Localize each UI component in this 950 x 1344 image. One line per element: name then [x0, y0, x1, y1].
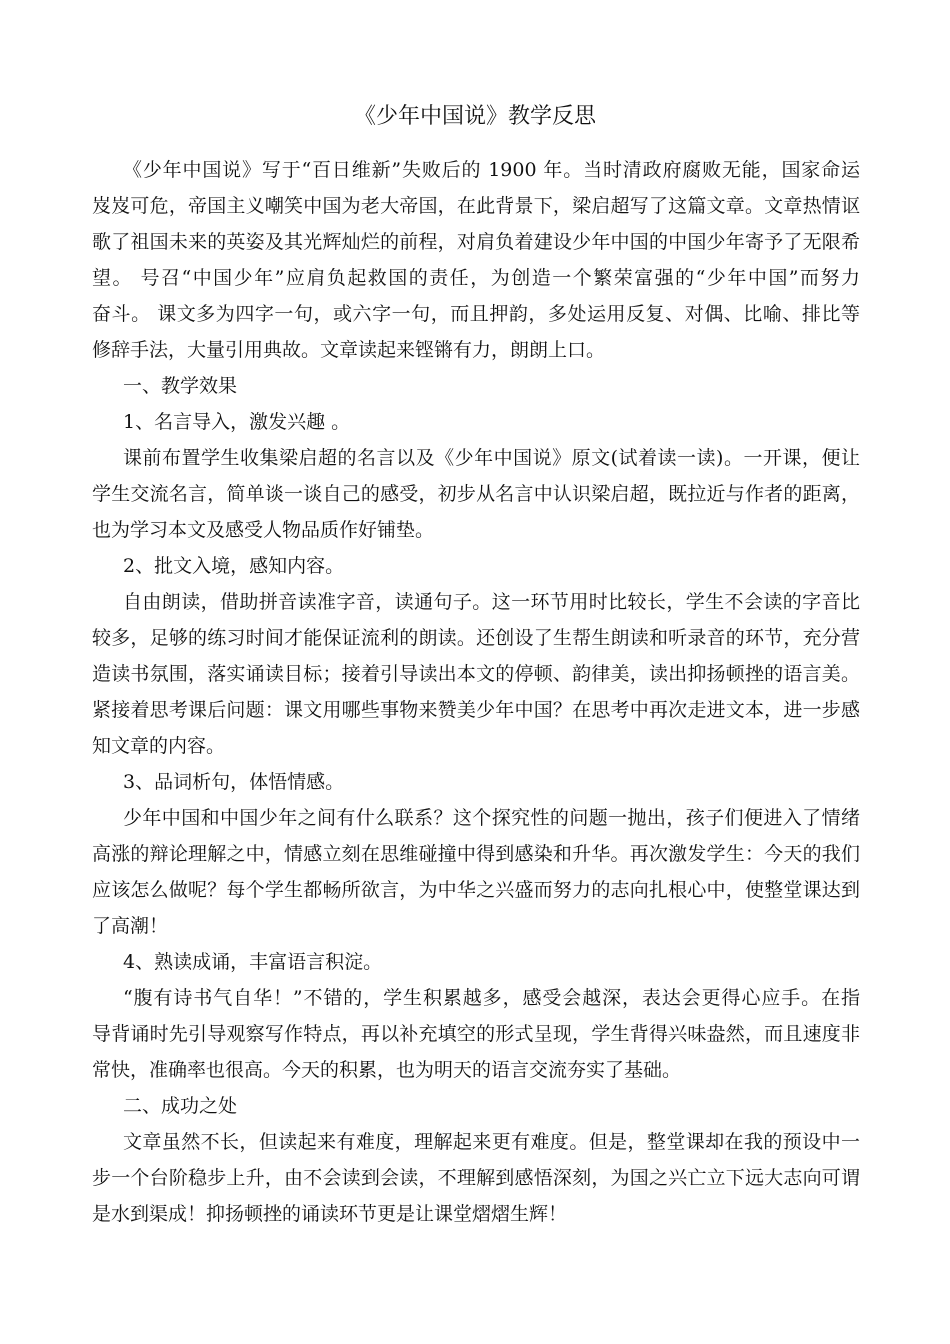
paragraph-line: 少年中国和中国少年之间有什么联系？这个探究性的问题一抛出，孩子们便进入了情绪: [123, 807, 860, 829]
paragraph: [92, 152, 860, 368]
paragraph-line: 岌岌可危，帝国主义嘲笑中国为老大帝国，在此背景下，梁启超写了这篇文章。文章热情讴: [92, 195, 860, 217]
paragraph-line: 导背诵时先引导观察写作特点，再以补充填空的形式呈现，学生背得兴味盎然，而且速度非: [92, 1023, 860, 1045]
paragraph-line: 较多，足够的练习时间才能保证流利的朗读。还创设了生帮生朗读和听录音的环节，充分营: [92, 627, 860, 649]
paragraph: [92, 800, 860, 944]
paragraph-line: 造读书氛围，落实诵读目标；接着引导读出本文的停顿、韵律美，读出抑扬顿挫的语言美。: [92, 663, 860, 685]
paragraph-line: 也为学习本文及感受人物品质作好铺垫。: [92, 519, 435, 541]
paragraph-line: 歌了祖国未来的英姿及其光辉灿烂的前程，对肩负着建设少年中国的中国少年寄予了无限希: [92, 231, 860, 253]
paragraph-line: 学生交流名言，简单谈一谈自己的感受，初步从名言中认识梁启超，既拉近与作者的距离，: [92, 483, 860, 505]
paragraph-line: 课前布置学生收集梁启超的名言以及《少年中国说》原文(试着读一读)。一开课，便让: [123, 447, 860, 469]
paragraph-line: 应该怎么做呢？每个学生都畅所欲言，为中华之兴盛而努力的志向扎根心中，使整堂课达到: [92, 879, 860, 901]
paragraph-line: 是水到渠成！抑扬顿挫的诵读环节更是让课堂熠熠生辉！: [92, 1203, 568, 1225]
paragraph-line: 了高潮！: [92, 915, 169, 937]
paragraph-line: 自由朗读，借助拼音读准字音，读通句子。这一环节用时比较长，学生不会读的字音比: [123, 591, 860, 613]
paragraph-line: 修辞手法，大量引用典故。文章读起来铿锵有力，朗朗上口。: [92, 339, 606, 361]
paragraph-line: 望。 号召“中国少年”应肩负起救国的责任，为创造一个繁荣富强的“少年中国”而努力: [92, 267, 860, 289]
section-heading: 二、成功之处: [123, 1095, 238, 1117]
paragraph: [92, 440, 860, 548]
paragraph-line: 《少年中国说》写于“百日维新”失败后的 1900 年。当时清政府腐败无能，国家命运: [123, 159, 860, 181]
paragraph-line: 常快，准确率也很高。今天的积累，也为明天的语言交流夯实了基础。: [92, 1059, 682, 1081]
paragraph: [92, 584, 860, 764]
document-title: 《少年中国说》教学反思: [353, 104, 596, 129]
section-heading: 4、熟读成诵，丰富语言积淀。: [123, 951, 383, 973]
paragraph-line: 知文章的内容。: [92, 735, 226, 757]
paragraph-line: 高涨的辩论理解之中，情感立刻在思维碰撞中得到感染和升华。再次激发学生：今天的我们: [92, 843, 860, 865]
section-heading: 1、名言导入，激发兴趣 。: [123, 411, 351, 433]
section-heading: 3、品词析句，体悟情感。: [123, 771, 345, 793]
paragraph: [92, 980, 860, 1088]
paragraph-line: 文章虽然不长，但读起来有难度，理解起来更有难度。但是，整堂课却在我的预设中一: [123, 1131, 860, 1153]
paragraph-line: 奋斗。 课文多为四字一句，或六字一句，而且押韵，多处运用反复、对偶、比喻、排比等: [92, 303, 860, 325]
paragraph-line: 紧接着思考课后问题：课文用哪些事物来赞美少年中国？在思考中再次走进文本，进一步感: [92, 699, 860, 721]
paragraph: [92, 1124, 860, 1232]
paragraph-line: 步一个台阶稳步上升，由不会读到会读，不理解到感悟深刻，为国之兴亡立下远大志向可谓: [92, 1167, 860, 1189]
document-body: [92, 152, 860, 1232]
section-heading: 一、教学效果: [123, 375, 238, 397]
paragraph-line: “腹有诗书气自华！”不错的，学生积累越多，感受会越深，表达会更得心应手。在指: [123, 987, 860, 1009]
section-heading: 2、批文入境，感知内容。: [123, 555, 345, 577]
